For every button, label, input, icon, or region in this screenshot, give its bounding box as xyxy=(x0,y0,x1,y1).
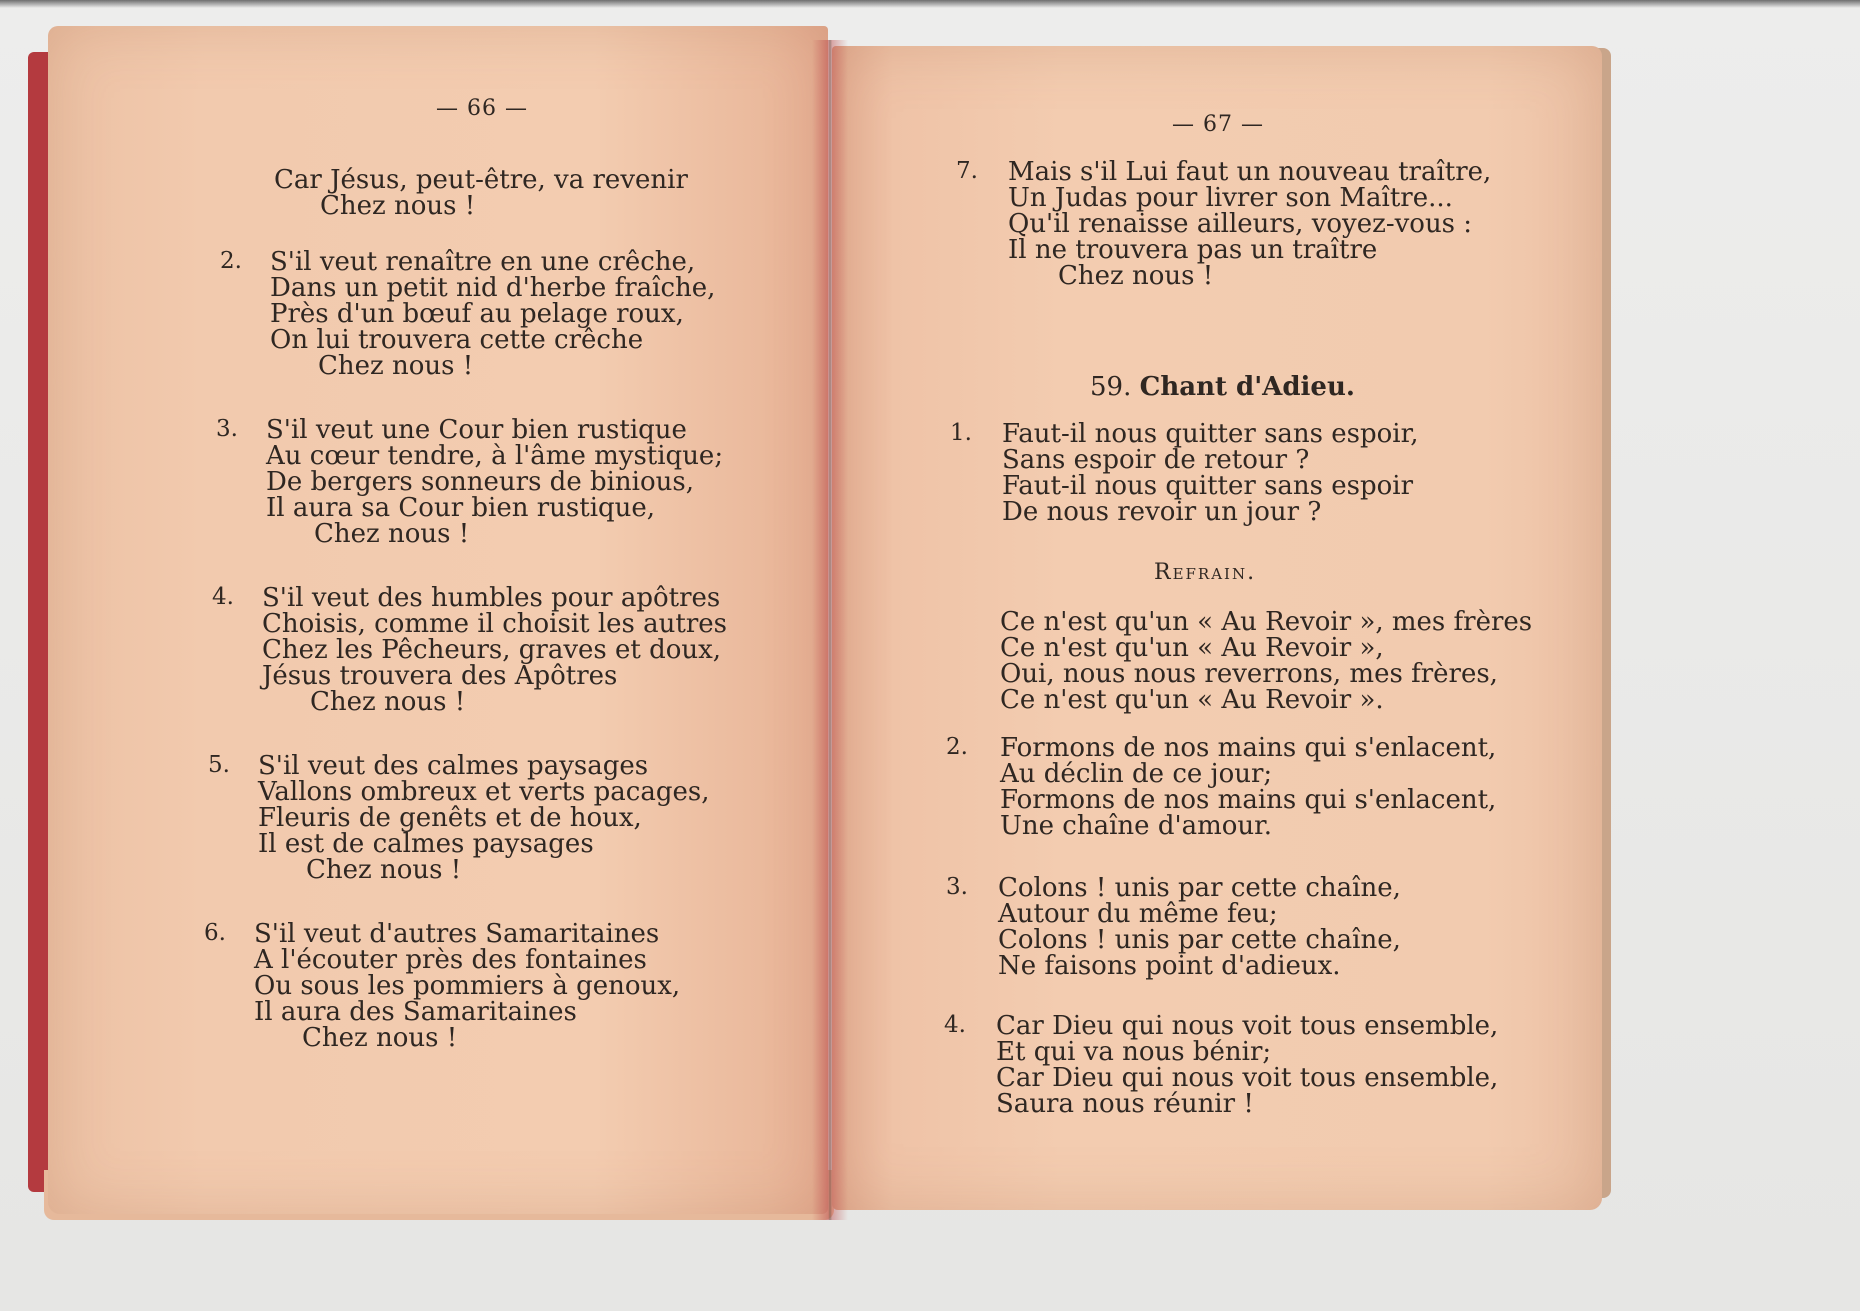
stanza-line: Saura nous réunir ! xyxy=(996,1089,1254,1119)
stanza-line: De nous revoir un jour ? xyxy=(1002,497,1322,527)
stanza-line: Il est de calmes paysages xyxy=(258,829,594,859)
refrain-line: Ce n'est qu'un « Au Revoir », xyxy=(1000,633,1384,663)
song-title-text: Chant d'Adieu. xyxy=(1139,372,1355,402)
stanza-number: 7. xyxy=(956,158,978,184)
song-title xyxy=(1090,372,1355,402)
stanza-line: Une chaîne d'amour. xyxy=(1000,811,1273,841)
stanza-line: Colons ! unis par cette chaîne, xyxy=(998,873,1401,903)
stanza-line: Dans un petit nid d'herbe fraîche, xyxy=(270,273,716,303)
stanza-line: S'il veut renaître en une crêche, xyxy=(270,247,696,277)
refrain-line: Oui, nous nous reverrons, mes frères, xyxy=(1000,659,1498,689)
left-page xyxy=(48,26,828,1214)
refrain-line: Ce n'est qu'un « Au Revoir ». xyxy=(1000,685,1384,715)
stanza-line: Choisis, comme il choisit les autres xyxy=(262,609,728,639)
stanza-number: 3. xyxy=(946,874,968,900)
stanza-number: 3. xyxy=(216,416,238,442)
stanza-line: Près d'un bœuf au pelage roux, xyxy=(270,299,684,329)
opening-line: Car Jésus, peut-être, va revenir xyxy=(274,165,688,195)
stanza-line: S'il veut des calmes paysages xyxy=(258,751,649,781)
stanza-refrain: Chez nous ! xyxy=(1058,261,1214,291)
stanza-line: Au déclin de ce jour; xyxy=(1000,759,1273,789)
song-number: 59. xyxy=(1090,372,1132,402)
stanza-line: Car Dieu qui nous voit tous ensemble, xyxy=(996,1063,1499,1093)
stanza-line: Vallons ombreux et verts pacages, xyxy=(258,777,710,807)
stanza-refrain: Chez nous ! xyxy=(302,1023,458,1053)
stanza-line: Car Dieu qui nous voit tous ensemble, xyxy=(996,1011,1499,1041)
stanza-line: Et qui va nous bénir; xyxy=(996,1037,1272,1067)
stanza-line: S'il veut des humbles pour apôtres xyxy=(262,583,721,613)
stanza-refrain: Chez nous ! xyxy=(310,687,466,717)
stanza-line: Chez les Pêcheurs, graves et doux, xyxy=(262,635,722,665)
stanza-number: 2. xyxy=(220,248,242,274)
stanza-line: Il aura des Samaritaines xyxy=(254,997,577,1027)
stanza-line: S'il veut d'autres Samaritaines xyxy=(254,919,660,949)
stanza-line: A l'écouter près des fontaines xyxy=(254,945,647,975)
stanza-line: Autour du même feu; xyxy=(998,899,1278,929)
page-number-right: — 67 — xyxy=(1172,112,1264,137)
stanza-line: De bergers sonneurs de binious, xyxy=(266,467,694,497)
stanza-number: 4. xyxy=(944,1012,966,1038)
stanza-refrain: Chez nous ! xyxy=(306,855,462,885)
stanza-line: Un Judas pour livrer son Maître... xyxy=(1008,183,1453,213)
top-shadow xyxy=(0,0,1860,8)
stanza-line: Faut-il nous quitter sans espoir, xyxy=(1002,419,1419,449)
stanza-line: Colons ! unis par cette chaîne, xyxy=(998,925,1401,955)
stanza-number: 1. xyxy=(950,420,972,446)
stanza-line: Faut-il nous quitter sans espoir xyxy=(1002,471,1414,501)
stanza-line: Au cœur tendre, à l'âme mystique; xyxy=(266,441,724,471)
stanza-line: Sans espoir de retour ? xyxy=(1002,445,1310,475)
stanza-line: On lui trouvera cette crêche xyxy=(270,325,644,355)
stanza-line: S'il veut une Cour bien rustique xyxy=(266,415,687,445)
stanza-line: Mais s'il Lui faut un nouveau traître, xyxy=(1008,157,1492,187)
book-gutter xyxy=(812,40,848,1220)
stanza-line: Formons de nos mains qui s'enlacent, xyxy=(1000,785,1497,815)
stanza-line: Formons de nos mains qui s'enlacent, xyxy=(1000,733,1497,763)
stanza-number: 5. xyxy=(208,752,230,778)
stanza-line: Jésus trouvera des Apôtres xyxy=(262,661,618,691)
stanza-number: 2. xyxy=(946,734,968,760)
stanza-number: 4. xyxy=(212,584,234,610)
stanza-line: Qu'il renaisse ailleurs, voyez-vous : xyxy=(1008,209,1473,239)
stanza-line: Ou sous les pommiers à genoux, xyxy=(254,971,681,1001)
refrain-heading: Refrain. xyxy=(1154,560,1257,585)
opening-refrain: Chez nous ! xyxy=(320,191,476,221)
stanza-refrain: Chez nous ! xyxy=(314,519,470,549)
stanza-line: Il aura sa Cour bien rustique, xyxy=(266,493,656,523)
stanza-line: Il ne trouvera pas un traître xyxy=(1008,235,1378,265)
stanza-line: Ne faisons point d'adieux. xyxy=(998,951,1341,981)
stanza-line: Fleuris de genêts et de houx, xyxy=(258,803,642,833)
stanza-number: 6. xyxy=(204,920,226,946)
right-page xyxy=(832,46,1602,1210)
page-number-left: — 66 — xyxy=(436,96,528,121)
stanza-refrain: Chez nous ! xyxy=(318,351,474,381)
refrain-line: Ce n'est qu'un « Au Revoir », mes frères xyxy=(1000,607,1533,637)
